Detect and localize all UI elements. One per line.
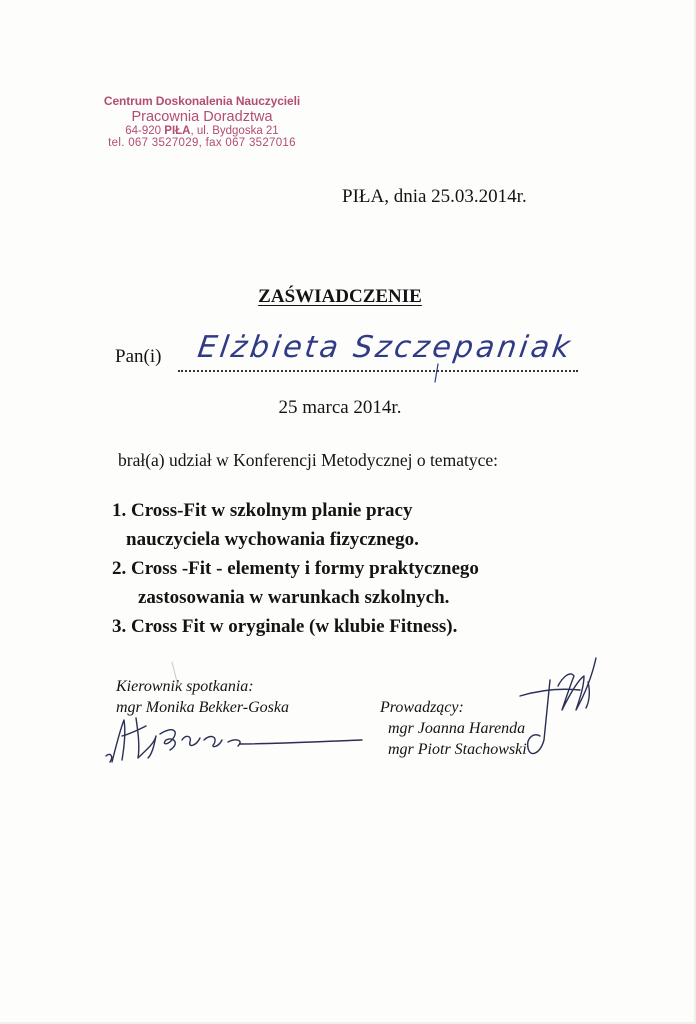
recipient-dotted-line (178, 370, 578, 372)
stamp-street: , ul. Bydgoska 21 (190, 125, 279, 137)
left-signature-role: Kierownik spotkania: (116, 678, 254, 695)
right-signature-name-1: mgr Joanna Harenda (388, 720, 526, 737)
topic-item-continuation: nauczyciela wychowania fizycznego. (126, 529, 419, 550)
document-title: ZAŚWIADCZENIE (258, 286, 422, 307)
right-signature-name-2: mgr Piotr Stachowski (388, 741, 527, 758)
stamp-postcode: 64-920 (125, 125, 165, 137)
institution-stamp (82, 94, 322, 149)
place-date: PIŁA, dnia 25.03.2014r. (342, 186, 527, 207)
topic-item: 2. Cross -Fit - elementy i formy praktycznego (112, 558, 479, 579)
stamp-institution-name: Centrum Doskonalenia Nauczycieli (103, 94, 301, 108)
stamp-address (82, 125, 322, 137)
left-signature-block (116, 676, 289, 718)
stamp-department: Pracownia Doradztwa (131, 109, 273, 125)
topic-item: 3. Cross Fit w oryginale (w klubie Fitness). (112, 616, 458, 637)
event-date: 25 marca 2014r. (278, 397, 402, 418)
recipient-name-handwritten: Elżbieta Szczepaniak (195, 330, 576, 365)
topic-item: 1. Cross-Fit w szkolnym planie pracy (112, 500, 413, 521)
participation-statement: brał(a) udział w Konferencji Metodycznej o tematyce: (118, 450, 498, 470)
stamp-contact: tel. 067 3527029, fax 067 3527016 (108, 137, 296, 149)
stamp-city: PIŁA (164, 125, 191, 137)
recipient-label: Pan(i) (115, 346, 162, 367)
left-signature-name: mgr Monika Bekker-Goska (116, 699, 289, 716)
right-signature-role: Prowadzący: (380, 699, 464, 716)
topic-list (106, 496, 479, 641)
right-signature-block (380, 697, 527, 760)
topic-item-continuation: zastosowania w warunkach szkolnych. (138, 587, 450, 608)
